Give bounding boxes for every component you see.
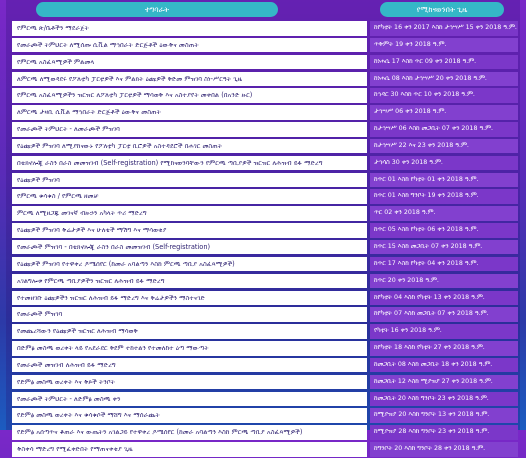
- activity-column-header: ተግባራት: [36, 2, 278, 17]
- activity-cell: የመራጮች ምዝገባ - በቴክኖሎጂ ራስን በራስ መመዝገብ (Self-registration): [12, 240, 367, 255]
- date-cell: ከጥር 20 ቀን 2018 ዓ.ም.: [370, 274, 518, 289]
- table-row: [0, 306, 526, 323]
- activity-cell: የድምፅ አሰጣጥና ቆጠራ እና ውጤትን አገልጋይ የተዋቀረ ዶሜሰየር (ከመራ አባልጣን እስከ ምርጫ ጣቢያ አስፈጻሚዎች): [12, 425, 367, 440]
- table-header: [0, 2, 526, 18]
- table-row: [0, 138, 526, 155]
- date-column-header: የሚከናወንበት ጊዜ: [380, 2, 504, 17]
- table-row: [0, 121, 526, 138]
- table-row: [0, 104, 526, 121]
- date-cell: ከመጋቢት 20 እስከ ግንቦት 23 ቀን 2018 ዓ.ም.: [370, 392, 518, 407]
- activity-cell: ቅስቀሳ ማድረግ የሚፈቀድበት የማጠናቀቂያ ጊዜ: [12, 442, 367, 457]
- date-cell: ከነሐሴ 08 እስከ ታኅሣሥ 20 ቀን 2018 ዓ.ም.: [370, 72, 518, 87]
- date-cell: ከታኅሣሥ 22 እና 23 ቀን 2018 ዓ.ም.: [370, 139, 518, 154]
- table-row: [0, 323, 526, 340]
- date-cell: ከሚያዝያ 20 እስከ ግንቦት 13 ቀን 2018 ዓ.ም.: [370, 408, 518, 423]
- date-cell: ከግንቦት 20 እስከ ግንቦት 28 ቀን 2018 ዓ.ም.: [370, 442, 518, 457]
- activity-cell: የምርጫ ቁሳቁስ / የምርጫ ዘመቻ: [12, 189, 367, 204]
- table-row: [0, 391, 526, 408]
- table-row: [0, 239, 526, 256]
- date-cell: ከጥር 01 እስከ ግንቦት 19 ቀን 2018 ዓ.ም.: [370, 189, 518, 204]
- activity-cell: የመራጮች መዝገብ ለሕዝብ ይፋ ማድረግ: [12, 358, 367, 373]
- activity-cell: ምርጫ ለሚዘጋጁ መገናኛ ብዙኃን አካላት ጥሪ ማድረግ: [12, 206, 367, 221]
- activity-cell: የተመዘገቡ ዕጩዎችን ዝርዝር ለሕዝብ ይፋ ማድረግ እና ቅሬታዎችን ማስተናገድ: [12, 291, 367, 306]
- date-cell: ከመጋቢት 12 እስከ ሚያዝያ 27 ቀን 2018 ዓ.ም.: [370, 375, 518, 390]
- activity-cell: የመራጮች ትምህርት - ለድምፅ መስጫ ቀን: [12, 392, 367, 407]
- table-row: [0, 155, 526, 172]
- table-row: [0, 54, 526, 71]
- table-row: [0, 407, 526, 424]
- activity-cell: የምርጫ አስፈጻሚዎች ምልመላ: [12, 55, 367, 70]
- table-row: [0, 87, 526, 104]
- table-row: [0, 357, 526, 374]
- activity-cell: የመራጮች ምዝገባ: [12, 307, 367, 322]
- table-row: [0, 441, 526, 458]
- table-row: [0, 273, 526, 290]
- activity-cell: የመራጮች ትምህርት ለሚሰጡ ሲቪል ማኅበራት ድርጅቶች ዕውቅና መስጠት: [12, 38, 367, 53]
- activity-cell: የዕጩዎች ምዝገባ ቅሬታዎች እና ሁለቴች ማሽግ እና ማሳወቂያ: [12, 223, 367, 238]
- date-cell: ታኅሣሥ 06 ቀን 2018 ዓ.ም.: [370, 105, 518, 120]
- activity-cell: ለምርጫ ለሚወዳደሩ የፖለቲካ ፓርቲዎች እና ምልክት ዕጩዎች ቅድመ ምዝገባ ስነ-ሥርዓት ጊዜ: [12, 72, 367, 87]
- table-row: [0, 424, 526, 441]
- table-row: [0, 37, 526, 54]
- activity-cell: የምርጫ ጽ/ቤቶችን ማደራጀት: [12, 21, 367, 36]
- table-row: [0, 172, 526, 189]
- table-row: [0, 20, 526, 37]
- activity-cell: የዕጩዎች ምዝገባ የተዋቀረ ዶሜሰየር (ከመራ አባልጣን እስከ ምርጫ ጣቢያ አስፈጻሚዎች): [12, 257, 367, 272]
- activity-cell: በቴክኖሎጂ ራስን በራስ መመዝገብ (Self-registration) የሚከናወንባቸውን የምርጫ ጣቢያዎች ዝርዝር ለሕዝብ ይፋ ማድረግ: [12, 156, 367, 171]
- date-cell: ከኅዳር 30 እስከ ጥር 10 ቀን 2018 ዓ.ም.: [370, 88, 518, 103]
- activity-cell: የመራጮች ትምህርት - ለመራጮች ምዝገባ: [12, 122, 367, 137]
- date-cell: ከጥር 05 እስከ የካቲት 06 ቀን 2018 ዓ.ም.: [370, 223, 518, 238]
- date-cell: የካቲት 16 ቀን 2018 ዓ.ም.: [370, 324, 518, 339]
- activity-cell: ለምርጫ ታዛቢ ሲቪል ማኅበራት ድርጅቶች ዕውቅና መስጠት: [12, 105, 367, 120]
- table-row: [0, 290, 526, 307]
- table-row: [0, 340, 526, 357]
- date-cell: ጥቅምት 19 ቀን 2018 ዓ.ም.: [370, 38, 518, 53]
- table-row: [0, 374, 526, 391]
- activity-cell: የዕጩዎች ምዝገባ ለሚያከናውኑ የፖለቲካ ፓርቲ ቢሮዎች አስተዳደሮች በሐገር መስጠት: [12, 139, 367, 154]
- date-cell: ከነሐሴ 17 እስከ ጥር 09 ቀን 2018 ዓ.ም.: [370, 55, 518, 70]
- table-row: [0, 71, 526, 88]
- date-cell: ከጥር 01 እስከ የካቲት 01 ቀን 2018 ዓ.ም.: [370, 173, 518, 188]
- date-cell: ከየካቲት 07 እስከ መጋቢት 07 ቀን 2018 ዓ.ም.: [370, 307, 518, 322]
- date-cell: ከመጋቢት 08 እስከ መጋቢት 18 ቀን 2018 ዓ.ም.: [370, 358, 518, 373]
- activity-cell: የዕጩዎች ምዝገባ: [12, 173, 367, 188]
- date-cell: ከየካቲት 18 እስከ የካቲት 27 ቀን 2018 ዓ.ም.: [370, 341, 518, 356]
- activity-cell: የድምፅ መስጫ ወረቀት እና ቁሳቁሶች ማሸግ እና ማሰራጨት: [12, 408, 367, 423]
- date-cell: ከሚያዝያ 28 እስከ ግንቦት 23 ቀን 2018 ዓ.ም.: [370, 425, 518, 440]
- activity-cell: የድምፅ መስጫ ወረቀት እና ቅጾች ትንቦት: [12, 375, 367, 390]
- activity-cell: አገልግሎቱ የምርጫ ጣቢያዎችን ዝርዝር ለሕዝብ ይፋ ማድረግ: [12, 274, 367, 289]
- table-row: [0, 256, 526, 273]
- table-row: [0, 222, 526, 239]
- date-cell: ከጥር 15 እስከ መጋቢት 07 ቀን 2018 ዓ.ም.: [370, 240, 518, 255]
- activity-cell: የመጨረሻውን የዕጩዎች ዝርዝር ለሕዝብ ማሳወቅ: [12, 324, 367, 339]
- table-row: [0, 188, 526, 205]
- activity-cell: በድምፅ መስጫ ወረቀት ላይ የአደራደር ቅደም ተከተልን የተመለከተ ዕጣ ማውጣት: [12, 341, 367, 356]
- activity-cell: የምርጫ አስፈጻሚዎችን ዝርዝር ለፖለቲካ ፓርቲዎች ማሳወቅ እና አስተያየት መቀበል (በአንድ ዙር): [12, 88, 367, 103]
- date-cell: ጥር 02 ቀን 2018 ዓ.ም.: [370, 206, 518, 221]
- date-cell: ታኅሳስ 30 ቀን 2018 ዓ.ም.: [370, 156, 518, 171]
- date-cell: ከየካቲት 04 እስከ የካቲት 13 ቀን 2018 ዓ.ም.: [370, 291, 518, 306]
- date-cell: ከታኅሣሥ 06 እስከ መጋቢት 07 ቀን 2018 ዓ.ም.: [370, 122, 518, 137]
- schedule-table: [0, 20, 526, 458]
- date-cell: ከየካቲት 16 ቀን 2017 እስከ ታኅሣሥ 15 ቀን 2018 ዓ.ም.: [370, 21, 518, 36]
- table-row: [0, 205, 526, 222]
- date-cell: ከጥር 17 እስከ የካቲት 04 ቀን 2018 ዓ.ም.: [370, 257, 518, 272]
